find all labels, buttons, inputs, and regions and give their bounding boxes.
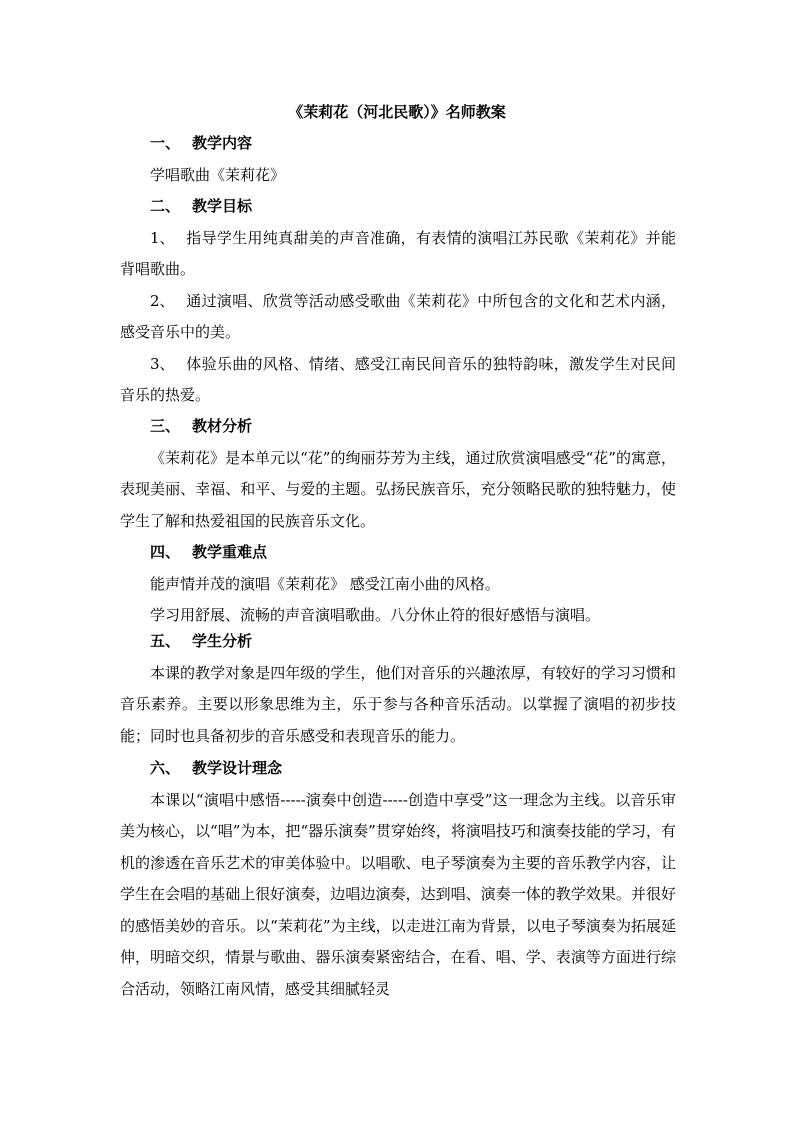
- section-number: 二、: [150, 197, 181, 215]
- section-title: 教学重难点: [192, 543, 268, 561]
- section-teaching-goals: [120, 191, 676, 412]
- section-key-points: [120, 537, 676, 632]
- item-number: 1、: [150, 228, 175, 247]
- section-title: 教材分析: [192, 417, 253, 435]
- section-title: 教学设计理念: [192, 759, 283, 777]
- paragraph: 《茉莉花》是本单元以“花”的绚丽芬芳为主线，通过欣赏演唱感受“花”的寓意，表现美丽、幸福、和平、与爱的主题。弘扬民族音乐，充分领略民歌的独特魅力，使学生了解和热爱祖国的民族音乐文化。: [120, 448, 676, 530]
- section-title: 学生分析: [192, 632, 253, 650]
- section-teaching-content: [120, 128, 676, 191]
- paragraph: 本课以“演唱中感悟-----演奏中创造-----创造中享受”这一理念为主线。以音乐审美为核心，以“唱”为本，把“器乐演奏”贯穿始终，将演唱技巧和演奏技能的学习，有机的渗透在音乐艺术的审美体验中。以唱歌、电子琴演奏为主要的音乐教学内容，让学生在会唱的基础上很好演奏，边唱边演奏，达到唱、演奏一体的教学效果。并很好的感悟美妙的音乐。以“茉莉花”为主线，以走进江南为背景，以电子琴演奏为拓展延伸，明暗交织，情景与歌曲、器乐演奏紧密结合，在看、唱、学、表演等方面进行综合活动，领略江南风情，感受其细腻轻灵: [120, 790, 676, 998]
- goal-item: [120, 349, 676, 412]
- paragraph: 学唱歌曲《茉莉花》: [150, 165, 286, 184]
- item-text: 体验乐曲的风格、情绪、感受江南民间音乐的独特韵味，激发学生对民间音乐的热爱。: [120, 354, 676, 404]
- section-material-analysis: [120, 411, 676, 537]
- section-heading: [120, 128, 676, 160]
- section-heading: [120, 411, 676, 443]
- section-number: 五、: [150, 632, 181, 650]
- goal-item: [120, 223, 676, 286]
- paragraph: 能声情并茂的演唱《茉莉花》 感受江南小曲的风格。: [150, 574, 500, 593]
- item-number: 3、: [150, 354, 175, 373]
- section-heading: [120, 537, 676, 569]
- section-number: 六、: [150, 759, 181, 777]
- section-design-concept: [120, 753, 676, 1005]
- section-number: 一、: [150, 134, 181, 152]
- section-title: 教学目标: [192, 197, 253, 215]
- paragraph: 本课的教学对象是四年级的学生，他们对音乐的兴趣浓厚，有较好的学习习惯和音乐素养。主要以形象思维为主，乐于参与各种音乐活动。以掌握了演唱的初步技能；同时也具备初步的音乐感受和表现音乐的能力。: [120, 663, 676, 745]
- item-text: 通过演唱、欣赏等活动感受歌曲《茉莉花》中所包含的文化和艺术内涵，感受音乐中的美。: [120, 291, 676, 341]
- section-heading: [120, 753, 676, 785]
- item-text: 指导学生用纯真甜美的声音准确，有表情的演唱江苏民歌《茉莉花》并能背唱歌曲。: [120, 228, 676, 278]
- section-heading: [120, 626, 676, 658]
- section-heading: [120, 191, 676, 223]
- item-number: 2、: [150, 291, 175, 310]
- section-title: 教学内容: [192, 134, 253, 152]
- document-title: 《茉莉花（河北民歌）》名师教案: [288, 103, 506, 121]
- section-number: 四、: [150, 543, 181, 561]
- section-student-analysis: [120, 626, 676, 752]
- paragraph: 学习用舒展、流畅的声音演唱歌曲。八分休止符的很好感悟与演唱。: [150, 606, 601, 624]
- section-number: 三、: [150, 417, 181, 435]
- goal-item: [120, 286, 676, 349]
